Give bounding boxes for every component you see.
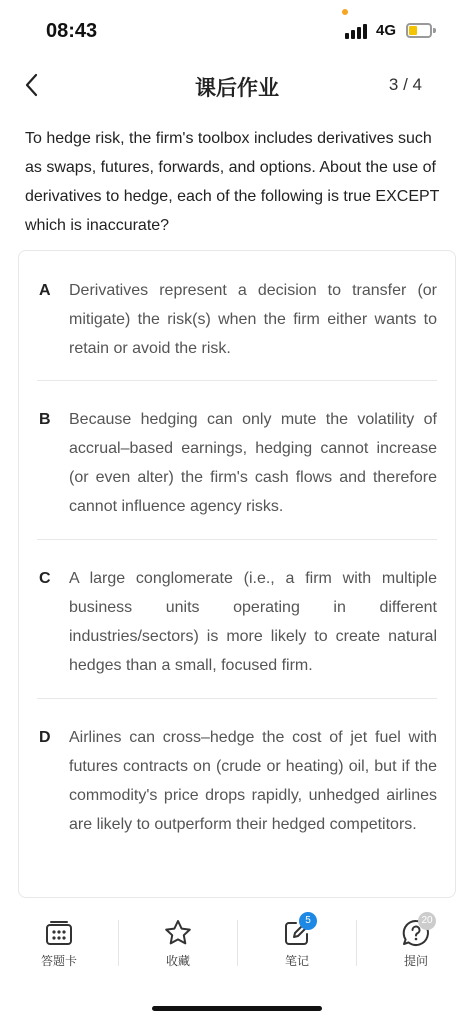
answer-card-icon	[44, 918, 74, 948]
option-text: A large conglomerate (i.e., a firm with multiple business units operating in different industries/sectors) is more likely to create natural hedges than a small, focused firm.	[69, 570, 437, 674]
option-letter: A	[39, 282, 51, 299]
option-text: Because hedging can only mute the volatility of accrual–based earnings, hedging cannot increase (or even alter) the firm's cash flows and therefore cannot influence agency risks.	[69, 411, 437, 515]
home-indicator[interactable]	[152, 1006, 322, 1011]
option-letter: B	[39, 411, 51, 428]
divider	[37, 539, 437, 540]
battery-icon	[406, 23, 432, 38]
option-a[interactable]	[39, 276, 437, 366]
option-letter: D	[39, 729, 51, 746]
tab-favorite[interactable]	[119, 906, 237, 976]
notes-count-badge: 5	[299, 912, 317, 930]
nav-bar	[0, 60, 474, 110]
option-letter: C	[39, 570, 51, 587]
questions-count-badge: 20	[418, 912, 436, 930]
tab-label: 笔记	[284, 954, 309, 968]
battery-tip	[433, 28, 436, 33]
tab-label: 收藏	[165, 954, 190, 968]
option-d[interactable]	[39, 723, 437, 873]
tab-label: 答题卡	[40, 954, 77, 968]
tab-label: 提问	[403, 954, 428, 968]
tab-ask[interactable]	[357, 906, 474, 976]
question-text: To hedge risk, the firm's toolbox includes derivatives such as swaps, futures, forwards, and options. About the use of derivatives to hedge, each of the following is true EXCEPT which is inaccurate?	[25, 130, 440, 234]
divider	[37, 698, 437, 699]
options-card	[18, 250, 456, 898]
status-bar	[0, 0, 474, 56]
bottom-tab-bar	[0, 906, 474, 976]
option-text: Derivatives represent a decision to transfer (or mitigate) the risk(s) when the firm either wants to retain or avoid the risk.	[69, 282, 437, 357]
tab-notes[interactable]	[238, 906, 356, 976]
page-indicator: 3 / 4	[388, 75, 422, 94]
option-c[interactable]	[39, 564, 437, 684]
option-text: Airlines can cross–hedge the cost of jet fuel with futures contracts on (crude or heating) oil, but if the commodity's price drops rapidly, unhedged airlines are likely to outperform their hedged competitors.	[69, 729, 437, 833]
status-time: 08:43	[46, 20, 98, 42]
privacy-indicator-dot	[342, 9, 348, 15]
option-b[interactable]	[39, 405, 437, 525]
network-type: 4G	[376, 22, 397, 39]
signal-icon	[345, 23, 369, 39]
star-icon	[163, 918, 193, 948]
divider	[37, 380, 437, 381]
tab-answer-card[interactable]	[0, 906, 118, 976]
page-title: 课后作业	[195, 77, 279, 100]
